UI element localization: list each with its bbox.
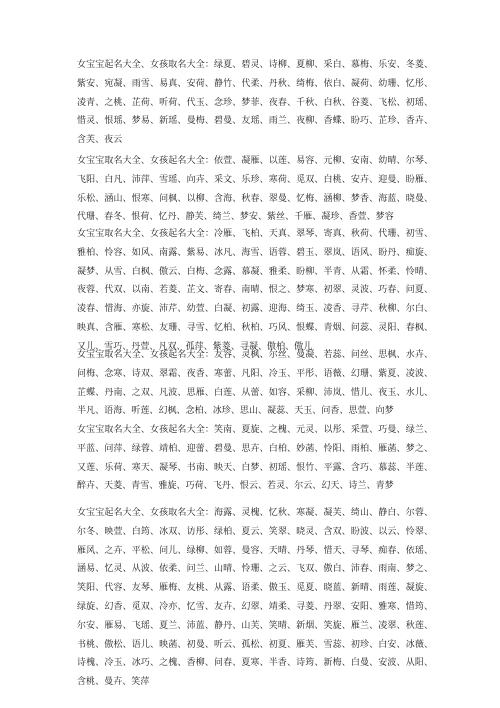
name-list-paragraph-1: 女宝宝起名大全、女孩取名大全：绿夏、碧灵、诗柳、夏柳、采白、慕梅、乐安、冬菱、紫安、宛凝、雨雪、易真、安荷、静竹、代柔、丹秋、绮梅、依白、凝荷、幼珊、忆彤、凌青、之桃、芷荷、听荷、代玉、念珍、梦菲、夜春、千秋、白秋、谷菱、飞松、初瑶、惜灵、恨瑶、梦易、新瑶、曼梅、碧曼、友瑶、雨兰、夜柳、香蝶、盼巧、芷珍、香卉、含芙、夜云 — [77, 60, 433, 146]
name-list-paragraph-4: 女宝宝取名大全、女孩起名大全：友容、灵枫、尔丝、曼凝、若蕊、问丝、思枫、水卉、问梅、念寒、诗双、翠霜、夜香、寒蕾、凡阳、冷玉、平彤、语薇、幻珊、紫夏、凌波、芷蝶、丹南、之双、凡波、思雁、白莲、从蕾、如容、采柳、沛岚、惜儿、夜玉、水儿、半凡、语海、听莲、幻枫、念柏、冰珍、思山、凝蕊、天玉、问香、思萱、向梦 — [77, 350, 433, 417]
name-list-paragraph-3: 女宝宝取名大全、女孩起名大全：冷雁、飞柏、天真、翠琴、寄真、秋荷、代珊、初雪、雅柏、怜容、如风、南露、紫易、冰凡、海雪、语蓉、碧玉、翠岚、语风、盼丹、痴旋、凝梦、从雪、白枫、傲云、白梅、念露、慕凝、雅柔、盼柳、半青、从霜、怀柔、怜晴、夜蓉、代双、以南、若菱、芷文、寄春、南晴、恨之、梦寒、初翠、灵波、巧春、问夏、凌春、惜海、亦旋、沛芹、幼萱、白凝、初露、迎海、绮玉、凌香、寻芹、秋柳、尔白、映真、含雁、寒松、友珊、寻雪、忆柏、秋柏、巧风、恨蝶、青烟、问蕊、灵阳、春枫、又儿、雪巧、丹萱、凡双、孤萍、紫菱、寻凝、傲柏、傲儿 — [77, 229, 433, 352]
name-list-paragraph-6: 女宝宝起名大全、女孩取名大全：海露、灵槐、忆秋、寒凝、凝芙、绮山、静白、尔蓉、尔冬、映萱、白筠、冰双、访彤、绿柏、夏云、笑翠、晓灵、含双、盼波、以云、怜翠、雁风、之卉、平松、问儿、绿柳、如蓉、曼容、天晴、丹琴、惜天、寻琴、痴春、依瑶、涵易、忆灵、从波、依柔、问兰、山晴、怜珊、之云、飞双、傲白、沛春、雨南、梦之、笑阳、代容、友琴、雁梅、友桃、从露、语柔、傲玉、觅夏、晓蓝、新晴、雨莲、凝旋、绿旋、幻香、觅双、冷亦、忆雪、友卉、幻翠、靖柔、寻菱、丹翠、安阳、雅寒、惜筠、尔安、雁易、飞瑶、夏兰、沛蓝、静丹、山芙、笑晴、新烟、笑旋、雁兰、凌翠、秋莲、书桃、傲松、语儿、映菡、初曼、听云、孤松、初夏、雁芙、雪蕊、初珍、白安、冰薇、诗槐、冷玉、冰巧、之槐、香柳、问春、夏寒、半香、诗筠、新梅、白曼、安波、从阳、含桃、曼卉、笑萍 — [77, 508, 433, 688]
name-list-paragraph-2: 女宝宝取名大全、女孩起名大全：依萱、凝雁、以莲、易容、元柳、安南、幼晴、尔琴、飞阳、白凡、沛萍、雪瑶、向卉、采文、乐珍、寒荷、觅双、白桃、安卉、迎曼、盼雁、乐松、涵山、恨寒、问枫、以柳、含海、秋春、翠曼、忆梅、涵柳、梦香、海蓝、晓曼、代珊、春冬、恨荷、忆丹、静芙、绮兰、梦安、紫丝、千雁、凝珍、香萱、梦容 — [77, 156, 433, 223]
name-list-paragraph-5: 女宝宝取名大全、女孩起名大全：笑南、夏旋、之槐、元灵、以彤、采萱、巧曼、绿兰、平蓝、问萍、绿蓉、靖柏、迎蕾、碧曼、思卉、白柏、妙菡、怜阳、雨柏、雁菡、梦之、又莲、乐荷、寒天、凝琴、书南、映天、白梦、初瑶、恨竹、平露、含巧、慕蕊、半莲、醉卉、天菱、青雪、雅旋、巧荷、飞丹、恨云、若灵、尔云、幻天、诗兰、青梦 — [77, 425, 433, 492]
